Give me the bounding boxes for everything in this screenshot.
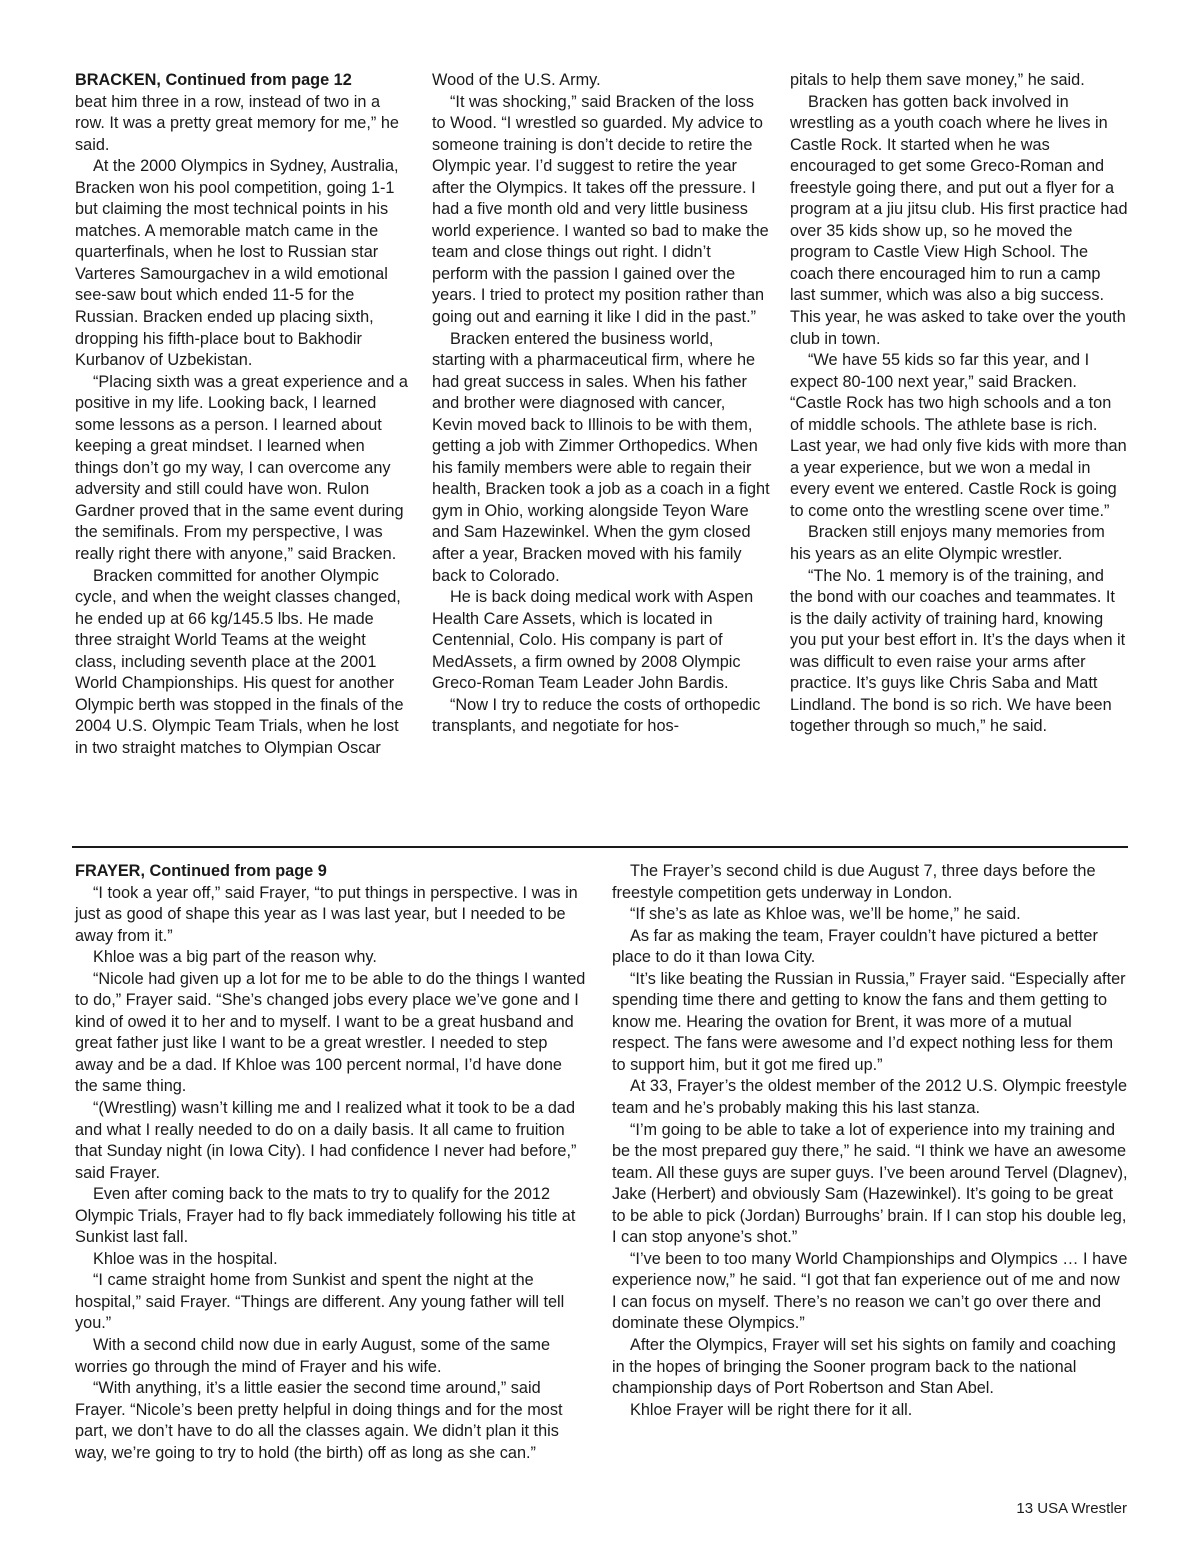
- paragraph: “We have 55 kids so far this year, and I expect 80-100 next year,” said Bracken. “Castle Rock has two high schools and a ton of middle schools. The athlete base is rich. Last year, we had only five kids with more than a year experience, but we won a medal in every event we entered. Castle Rock is going to come onto the wrestling scene over time.”: [790, 351, 1127, 520]
- paragraph: “Nicole had given up a lot for me to be able to do the things I wanted to do,” Frayer said. “She’s changed jobs every place we’ve gone and I kind of owed it to her and to myself. I want to be a great husband and great father just like I want to be a great wrestler. I needed to step away and be a dad. If Khloe was 100 percent normal, I’d have done the same thing.: [75, 969, 586, 1096]
- frayer-column-2: [612, 861, 1128, 1421]
- paragraph: As far as making the team, Frayer couldn’t have pictured a better place to do it than Iowa City.: [612, 926, 1098, 967]
- paragraph: “Placing sixth was a great experience and a positive in my life. Looking back, I learned some lessons as a person. I learned about keeping a great mindset. I learned when things don’t go my way, I can overcome any adversity and still could have won. Rulon Gardner proved that in the same event during the semifinals. From my perspective, I was really right there with anyone,” said Bracken.: [75, 372, 408, 564]
- paragraph: The Frayer’s second child is due August 7, three days before the freestyle competition gets underway in London.: [612, 862, 1096, 902]
- bracken-column-2: [432, 70, 770, 738]
- paragraph: “Now I try to reduce the costs of orthopedic transplants, and negotiate for hos-: [432, 695, 761, 736]
- paragraph: Khloe was in the hospital.: [93, 1249, 278, 1268]
- paragraph: Khloe Frayer will be right there for it all.: [630, 1400, 913, 1419]
- paragraph: Bracken still enjoys many memories from his years as an elite Olympic wrestler.: [790, 523, 1105, 564]
- paragraph: Khloe was a big part of the reason why.: [93, 948, 377, 967]
- paragraph: “(Wrestling) wasn’t killing me and I realized what it took to be a dad and what I really needed to do on a daily basis. It all came to fruition that Sunday night (in Iowa City). I had confidence I never had before,” said Frayer.: [75, 1099, 577, 1182]
- section-divider: [72, 846, 1128, 848]
- paragraph: “If she’s as late as Khloe was, we’ll be home,” he said.: [630, 905, 1021, 924]
- paragraph: Even after coming back to the mats to try to qualify for the 2012 Olympic Trials, Frayer had to fly back immediately following his title at Sunkist last fall.: [75, 1185, 576, 1247]
- bracken-column-1: [75, 70, 411, 760]
- paragraph: After the Olympics, Frayer will set his sights on family and coaching in the hopes of bringing the Sooner program back to the national championship days of Port Robertson and Stan Abel.: [612, 1336, 1116, 1398]
- paragraph: Bracken entered the business world, starting with a pharmaceutical firm, where he had great success in sales. When his father and brother were diagnosed with cancer, Kevin moved back to Illinois to be with them, getting a job with Zimmer Orthopedics. When his family members were able to regain their health, Bracken took a job as a coach in a fight gym in Ohio, working alongside Teyon Ware and Sam Hazewinkel. When the gym closed after a year, Bracken moved with his family back to Colorado.: [432, 329, 770, 585]
- paragraph: With a second child now due in early August, some of the same worries go through the mind of Frayer and his wife.: [75, 1336, 551, 1376]
- paragraph: beat him three in a row, instead of two in a row. It was a pretty great memory for me,” he said.: [75, 92, 399, 154]
- paragraph: Bracken committed for another Olympic cycle, and when the weight classes changed, he ended up at 66 kg/145.5 lbs. He made three straight World Teams at the weight class, including seventh place at the 2001 World Championships. His quest for another Olympic berth was stopped in the finals of the 2004 U.S. Olympic Team Trials, when he lost in two straight matches to Olympian Oscar: [75, 566, 404, 757]
- bracken-heading: BRACKEN, Continued from page 12: [75, 71, 352, 89]
- paragraph: Wood of the U.S. Army.: [432, 71, 601, 89]
- paragraph: pitals to help them save money,” he said.: [790, 71, 1085, 89]
- paragraph: At the 2000 Olympics in Sydney, Australia, Bracken won his pool competition, going 1-1 but claiming the most technical points in his matches. A memorable match came in the quarterfinals, when he lost to Russian star Varteres Samourgachev in a wild emotional see-saw bout which ended 11-5 for the Russian. Bracken ended up placing sixth, dropping his fifth-place bout to Bakhodir Kurbanov of Uzbekistan.: [75, 157, 399, 370]
- paragraph: “I came straight home from Sunkist and spent the night at the hospital,” said Frayer. “Things are different. Any young father will tell you.”: [75, 1271, 565, 1333]
- frayer-heading: FRAYER, Continued from page 9: [75, 862, 327, 880]
- paragraph: “I’m going to be able to take a lot of experience into my training and be the most prepared guy there,” he said. “I think we have an awesome team. All these guys are super guys. I’ve been around Tervel (Dlagnev), Jake (Herbert) and obviously Sam (Hazewinkel). It’s going to be great to be able to pick (Jordan) Burroughs’ brain. If I can stop his double leg, I can stop anyone’s shot.”: [612, 1120, 1128, 1247]
- paragraph: “I’ve been to too many World Championships and Olympics … I have experience now,” he said. “I got that fan experience out of me and now I can focus on myself. There’s no reason we can’t go over there and dominate these Olympics.”: [612, 1249, 1128, 1333]
- paragraph: “It’s like beating the Russian in Russia,” Frayer said. “Especially after spending time there and getting to know the fans and them getting to know me. Hearing the ovation for Brent, it was more of a mutual respect. The fans were awesome and I’d expect nothing less for them to support him, but it got me fired up.”: [612, 969, 1126, 1074]
- paragraph: “The No. 1 memory is of the training, and the bond with our coaches and teammates. It is the daily activity of training hard, knowing you put your best effort in. It’s the days when it was difficult to even raise your arms after practice. It’s guys like Chris Saba and Matt Lindland. The bond is so rich. We have been together through so much,” he said.: [790, 566, 1126, 736]
- paragraph: Bracken has gotten back involved in wrestling as a youth coach where he lives in Castle Rock. It started when he was encouraged to get some Greco-Roman and freestyle going there, and put out a flyer for a program at a jiu jitsu club. His first practice had over 35 kids show up, so he moved the program to Castle View High School. The coach there encouraged him to run a camp last summer, which was also a big success. This year, he was asked to take over the youth club in town.: [790, 92, 1128, 348]
- paragraph: “With anything, it’s a little easier the second time around,” said Frayer. “Nicole’s been pretty helpful in doing things and for the most part, we don’t have to do all the classes again. We didn’t plan it this way, we’re going to try to hold (the birth) off as long as she can.”: [75, 1379, 563, 1462]
- frayer-column-1: [75, 861, 587, 1464]
- page-footer: 13 USA Wrestler: [1016, 1500, 1127, 1517]
- bracken-column-3: [790, 70, 1128, 738]
- paragraph: He is back doing medical work with Aspen Health Care Assets, which is located in Centennial, Colo. His company is part of MedAssets, a firm owned by 2008 Olympic Greco-Roman Team Leader John Bardis.: [432, 588, 754, 693]
- paragraph: At 33, Frayer’s the oldest member of the 2012 U.S. Olympic freestyle team and he’s probably making this his last stanza.: [612, 1077, 1128, 1118]
- paragraph: “I took a year off,” said Frayer, “to put things in perspective. I was in just as good of shape this year as I was last year, but I needed to be away from it.”: [75, 883, 578, 945]
- paragraph: “It was shocking,” said Bracken of the loss to Wood. “I wrestled so guarded. My advice to someone training is don’t decide to retire the Olympic year. I’d suggest to retire the year after the Olympics. It takes off the pressure. I had a five month old and very little business world experience. I wanted so bad to make the team and close things out right. I didn’t perform with the passion I gained over the years. I tried to protect my position rather than going out and earning it like I did in the past.”: [432, 92, 769, 327]
